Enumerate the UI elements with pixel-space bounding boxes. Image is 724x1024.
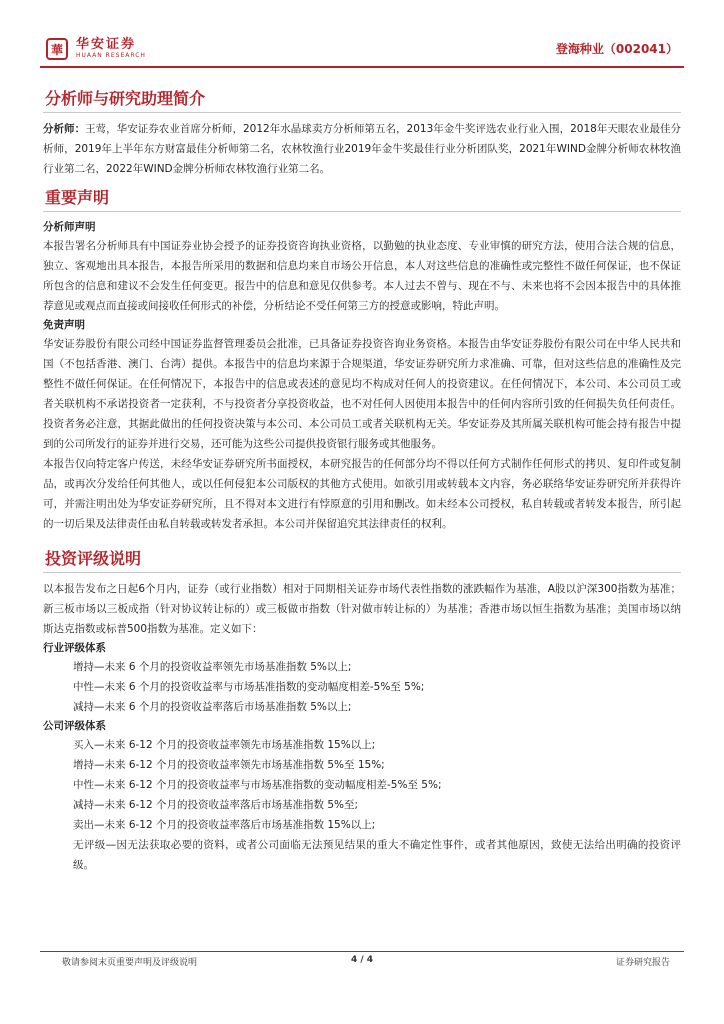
page-number: 4 / 4 (350, 955, 374, 965)
logo-en: HUAAN RESEARCH (76, 52, 146, 59)
analyst-statement-title: 分析师声明 (43, 221, 96, 233)
analyst-label: 分析师： (43, 123, 86, 135)
company-logo (46, 38, 146, 60)
section-title-analyst: 分析师与研究助理简介 (45, 89, 206, 108)
rating-intro: 以本报告发布之日起6个月内，证券（或行业指数）相对于同期相关证券市场代表性指数的涨跌幅作为基准，A股以沪深300指数为基准；新三板市场以三板成指（针对协议转让标的）或三板做市指数（针对做市转让标的）为基准；香港市场以恒生指数为基准；美国市场以纳斯达克指数或标普500指数为基准。定义如下： (43, 583, 681, 635)
section-divider (43, 572, 681, 573)
industry-rating-item: 减持—未来 6 个月的投资收益率落后市场基准指数 5%以上; (73, 701, 352, 713)
section-divider (43, 211, 681, 212)
industry-rating-item: 增持—未来 6 个月的投资收益率领先市场基准指数 5%以上; (73, 661, 352, 673)
analyst-bio (43, 119, 681, 179)
company-rating-item: 增持—未来 6-12 个月的投资收益率领先市场基准指数 5%至 15%; (73, 759, 385, 771)
industry-rating-item: 中性—未来 6 个月的投资收益率与市场基准指数的变动幅度相差-5%至 5%; (73, 681, 425, 693)
section-title-disclaimer: 重要声明 (45, 188, 110, 207)
footer-divider (40, 951, 684, 952)
company-rating-title: 公司评级体系 (43, 720, 106, 732)
company-rating-item: 买入—未来 6-12 个月的投资收益率领先市场基准指数 15%以上; (73, 739, 376, 751)
logo-text (76, 38, 146, 60)
analyst-statement: 本报告署名分析师具有中国证券业协会授予的证券投资咨询执业资格，以勤勉的执业态度、专业审慎的研究方法，使用合法合规的信息，独立、客观地出具本报告，本报告所采用的数据和信息均来自市场公开信息，本人对这些信息的准确性或完整性不做任何保证，也不保证所包含的信息和建议不会发生任何变更。报告中的信息和意见仅供参考。本人过去不曾与、现在不与、未来也将不会因本报告中的具体推荐意见或观点而直接或间接收任何形式的补偿，分析结论不受任何第三方的授意或影响，特此声明。 (43, 240, 681, 312)
company-rating-item: 卖出—未来 6-12 个月的投资收益率落后市场基准指数 15%以上; (73, 819, 376, 831)
industry-rating-title: 行业评级体系 (43, 642, 106, 654)
stock-title: 登海种业（002041） (555, 42, 678, 56)
analyst-text: 王莺，华安证券农业首席分析师，2012年水晶球卖方分析师第五名，2013年金牛奖评选农业行业入围，2018年天眼农业最佳分析师，2019年上半年东方财富最佳分析师第二名，农林牧渔行业2019年金牛奖最佳行业分析团队奖，2021年WIND金牌分析师农林牧渔行业第二名，2022年WIND金牌分析师农林牧渔行业第二名。 (43, 123, 682, 175)
company-rating-item: 中性—未来 6-12 个月的投资收益率与市场基准指数的变动幅度相差-5%至 5%; (73, 779, 442, 791)
footer-note: 敬请参阅末页重要声明及评级说明 (62, 958, 198, 968)
logo-mark-icon: 華 (46, 38, 68, 60)
page-header (0, 0, 724, 80)
section-title-rating: 投资评级说明 (45, 549, 142, 568)
footer-report-type: 证券研究报告 (615, 958, 670, 968)
section-divider (43, 112, 681, 113)
logo-cn: 华安证券 (76, 37, 137, 52)
exemption-paragraph-1: 华安证券股份有限公司经中国证券监督管理委员会批准，已具备证券投资咨询业务资格。本报告由华安证券股份有限公司在中华人民共和国（不包括香港、澳门、台湾）提供。本报告中的信息均来源于合规渠道，华安证券研究所力求准确、可靠，但对这些信息的准确性及完整性不做任何保证。在任何情况下，本报告中的信息或表述的意见均不构成对任何人的投资建议。在任何情况下，本公司、本公司员工或者关联机构不承诺投资者一定获利，不与投资者分享投资收益，也不对任何人因使用本报告中的任何内容所引致的任何损失负任何责任。投资者务必注意，其据此做出的任何投资决策与本公司、本公司员工或者关联机构无关。华安证券及其所属关联机构可能会持有报告中提到的公司所发行的证券并进行交易，还可能为这些公司提供投资银行服务或其他服务。 (43, 338, 681, 450)
company-rating-item: 减持—未来 6-12 个月的投资收益率落后市场基准指数 5%至; (73, 799, 359, 811)
exemption-title: 免责声明 (43, 319, 85, 331)
exemption-paragraph-2: 本报告仅向特定客户传送，未经华安证券研究所书面授权，本研究报告的任何部分均不得以任何方式制作任何形式的拷贝、复印件或复制品，或再次分发给任何其他人，或以任何侵犯本公司版权的其他方式使用。如欲引用或转载本文内容，务必联络华安证券研究所并获得许可，并需注明出处为华安证券研究所，且不得对本文进行有悖原意的引用和删改。如未经本公司授权，私自转载或者转发本报告，所引起的一切后果及法律责任由私自转载或转发者承担。本公司并保留追究其法律责任的权利。 (43, 458, 681, 530)
header-divider (40, 66, 684, 68)
no-rating-item: 无评级—因无法获取必要的资料，或者公司面临无法预见结果的重大不确定性事件，或者其他原因，致使无法给出明确的投资评级。 (73, 839, 681, 871)
page-content (43, 88, 681, 875)
